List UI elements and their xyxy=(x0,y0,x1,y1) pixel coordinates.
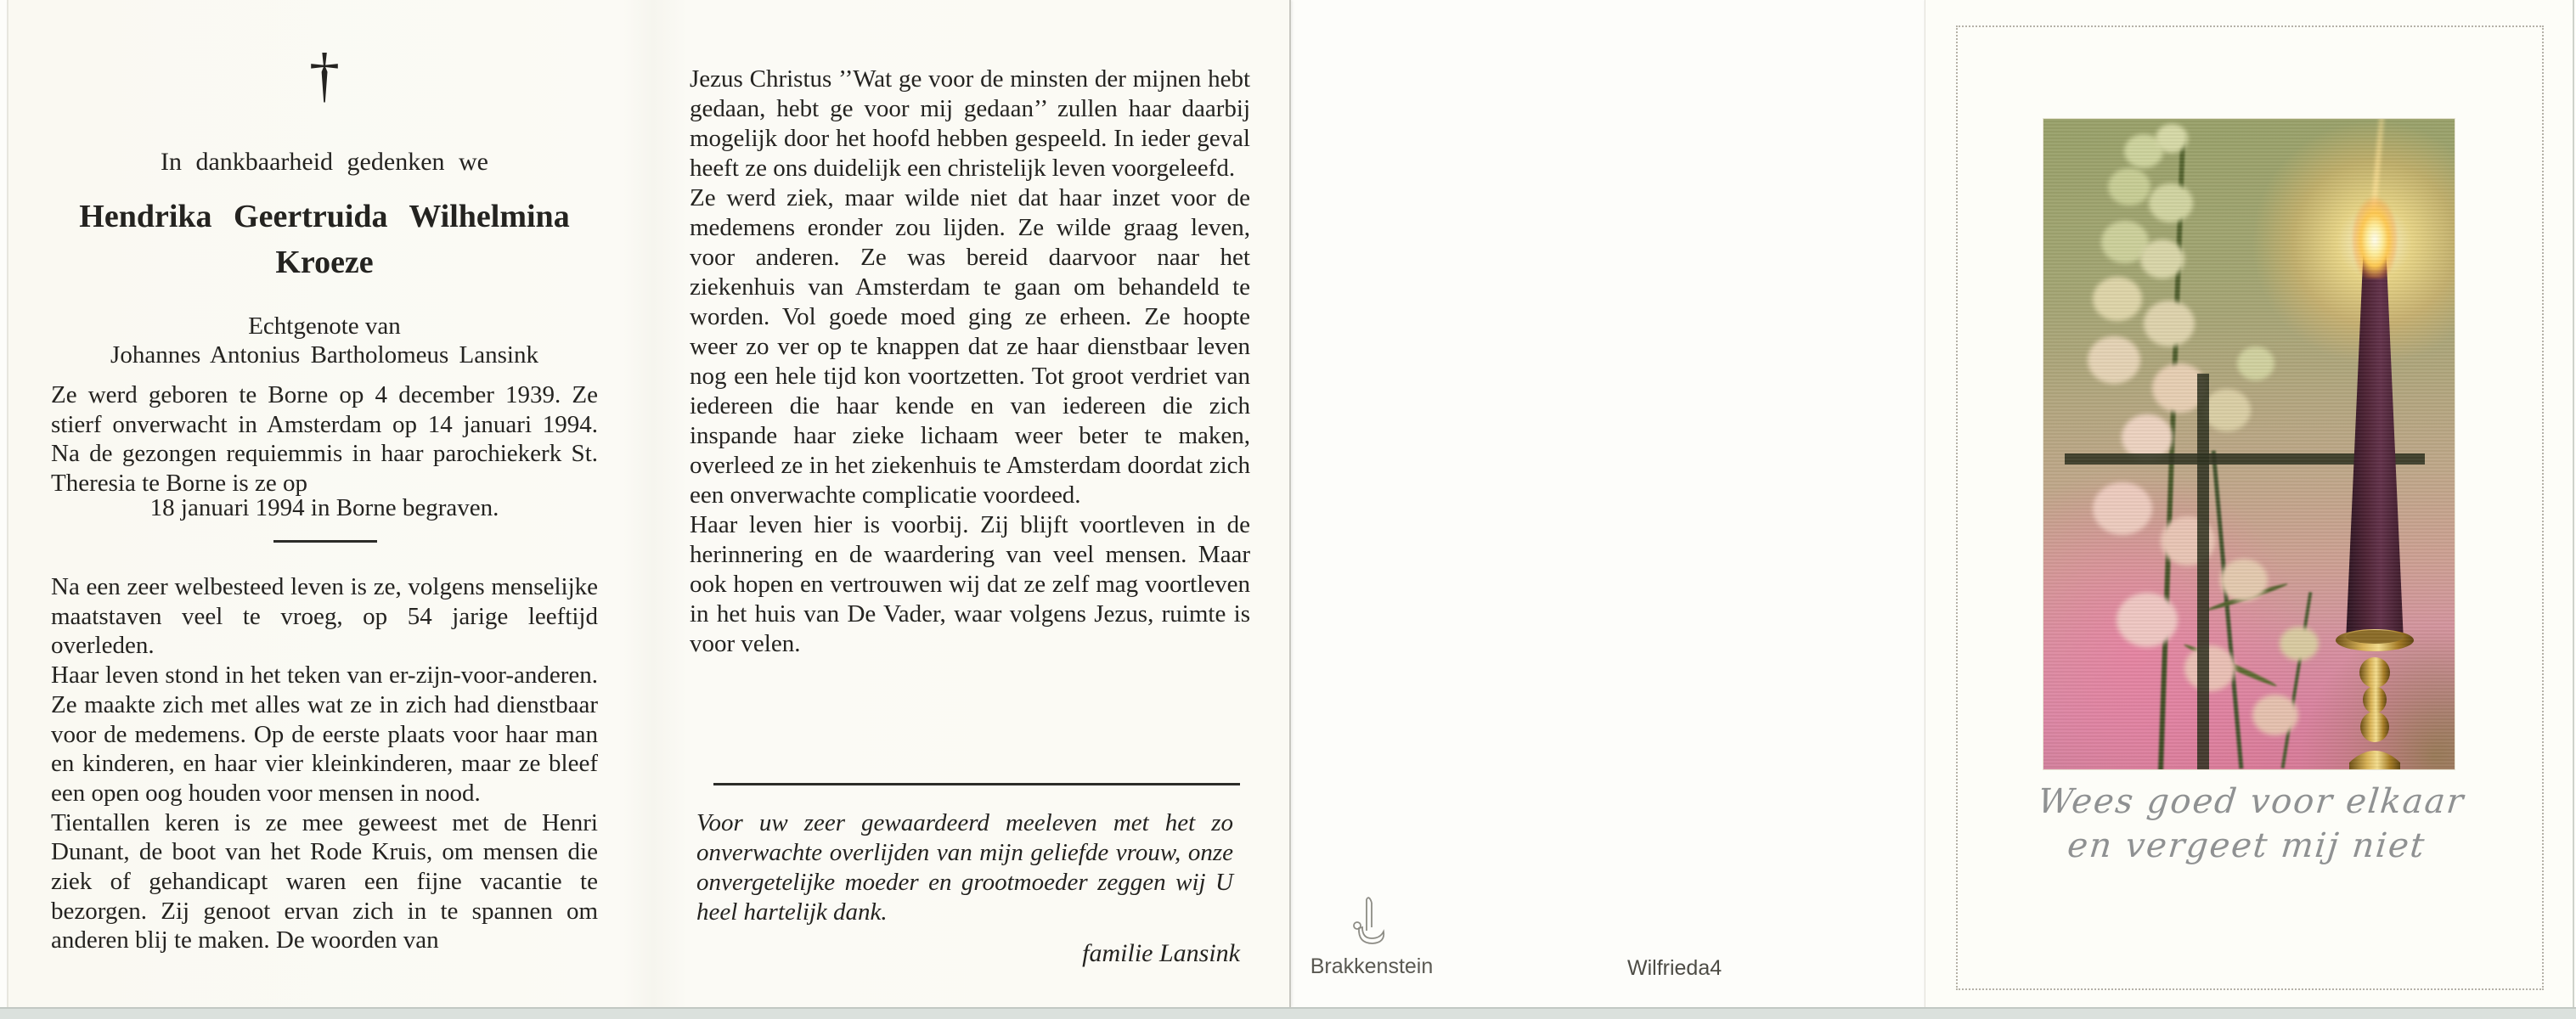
left-page-body xyxy=(51,572,598,955)
acknowledgement-divider xyxy=(713,783,1240,785)
left-page xyxy=(51,0,598,1007)
middle-page-body xyxy=(690,65,1250,659)
life-paragraph-3: Tientallen keren is ze mee geweest met de Henri Dunant, de boot van het Rode Kruis, om mensen die ziek of gehandicapt waren een fijne vacantie te bezorgen. Zij genoot ervan zich in te spannen om anderen blij te maken. De woorden van xyxy=(51,808,598,954)
spouse-label: Echtgenote van xyxy=(248,312,401,340)
birth-death-paragraph: Ze werd geboren te Borne op 4 december 1939. Ze stierf onverwacht in Amsterdam op 14 januari 1994. Na de gezongen requiemmis in haar parochiekerk St. Theresia te Borne is ze op xyxy=(51,381,598,497)
faith-paragraph-1: Jezus Christus ’’Wat ge voor de minsten der mijnen hebt gedaan, hebt ge voor mij gedaan’’ zullen haar daarbij mogelijk door het hoofd hebben gespeeld. In ieder geval heeft ze ons duidelijk een christelijk leven voorgeleefd. xyxy=(690,65,1250,182)
right-card-cover xyxy=(1925,0,2574,1007)
life-paragraph-1: Na een zeer welbesteed leven is ze, volgens menselijke maatstaven veel te vroeg, op 54 jarige leeftijd overleden. xyxy=(51,573,598,660)
acknowledgement-paragraph: Voor uw zeer gewaardeerd meeleven met het zo onverwachte overlijden van mijn geliefde vrouw, onze onvergetelijke moeder en grootmoeder zeggen wij U heel hartelijk dank. xyxy=(696,809,1233,926)
family-signature: familie Lansink xyxy=(1082,939,1240,967)
print-code: Wilfrieda4 xyxy=(1627,956,1722,980)
intro-line: In dankbaarheid gedenken we xyxy=(160,148,488,176)
deceased-name xyxy=(34,194,615,285)
section-divider xyxy=(273,540,377,543)
memorial-cross-icon: † xyxy=(309,41,340,109)
motto-line2: en vergeet mij niet xyxy=(2066,826,2428,865)
left-card-spread xyxy=(7,0,1291,1007)
scanner-edge-strip xyxy=(0,1007,2576,1019)
deceased-name-line1: Hendrika Geertruida Wilhelmina xyxy=(79,199,570,234)
cover-motto xyxy=(1921,780,2576,868)
spouse-name: Johannes Antonius Bartholomeus Lansink xyxy=(110,341,538,369)
motto-line1: Wees goed voor elkaar xyxy=(2036,782,2467,821)
faith-paragraph-2: Ze werd ziek, maar wilde niet dat haar inzet voor de medemens eronder zou lijden. Ze wilde graag leven, voor anderen. Ze was bereid daarvoor naar het ziekenhuis van Amsterdam te gaan om behandeld te worden. Vol goede moed ging ze erheen. Ze hoopte weer zo ver op te knappen dat ze haar dienstbaar leven nog een hele tijd kon voortzetten. Tot groot verdriet van iedereen die haar kende en van iedereen die zich inspande haar zieke lichaam weer beter te maken, overleed ze in het ziekenhuis te Amsterdam doordat zich een onverwachte complicatie voordeed. xyxy=(690,184,1250,509)
deceased-name-line2: Kroeze xyxy=(275,245,374,280)
middle-page xyxy=(690,0,1250,1007)
print-texture-overlay xyxy=(2043,119,2455,769)
candle-and-flowers-photo xyxy=(2043,119,2455,769)
faith-paragraph-3: Haar leven hier is voorbij. Zij blijft voortleven in de herinnering en de waardering van veel mensen. Maar ook hopen en vertrouwen wij dat ze zelf mag voortleven in het huis van De Vader, waar volgens Jezus, ruimte is voor velen. xyxy=(690,511,1250,657)
brakkenstein-emblem-icon xyxy=(1349,895,1389,951)
burial-line: 18 januari 1994 in Borne begraven. xyxy=(149,494,499,521)
life-paragraph-2: Haar leven stond in het teken van er-zijn-voor-anderen. Ze maakte zich met alles wat ze in zich had dienstbaar voor de medemens. Op de eerste plaats voor haar man en kinderen, en haar vier kleinkinderen, maar ze bleef een open oog houden voor mensen in nood. xyxy=(51,662,598,807)
publisher-name: Brakkenstein xyxy=(1310,954,1434,978)
